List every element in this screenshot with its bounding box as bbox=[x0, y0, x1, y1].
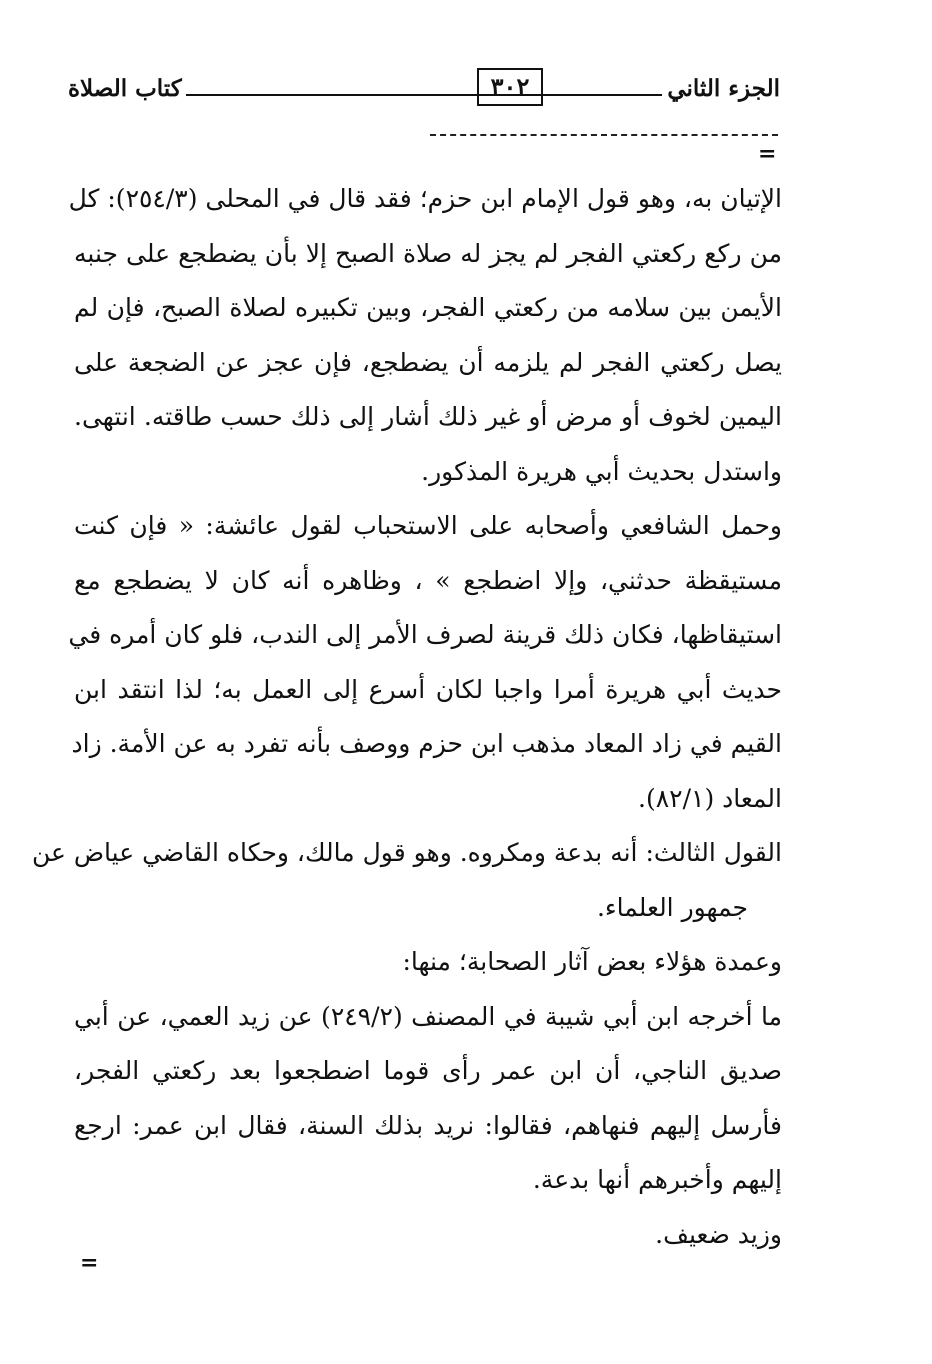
text-line: واستدل بحديث أبي هريرة المذكور. bbox=[421, 456, 782, 486]
page-number: ٣٠٢ bbox=[477, 68, 543, 106]
text-line: اليمين لخوف أو مرض أو غير ذلك أشار إلى ذلك حسب طاقته. انتهى. bbox=[74, 402, 782, 431]
text-line: استيقاظها، فكان ذلك قرينة لصرف الأمر إلى الندب، فلو كان أمره في bbox=[68, 620, 782, 649]
text-line: القول الثالث: أنه بدعة ومكروه. وهو قول مالك، وحكاه القاضي عياض عن bbox=[31, 838, 782, 867]
page-header bbox=[68, 66, 780, 126]
text-line: المعاد (٨٢/١). bbox=[638, 783, 782, 813]
text-line: وحمل الشافعي وأصحابه على الاستحباب لقول عائشة: « فإن كنت bbox=[74, 511, 782, 540]
page-body bbox=[31, 172, 782, 1262]
text-line: وزيد ضعيف. bbox=[655, 1219, 782, 1249]
text-line: حديث أبي هريرة أمرا واجبا لكان أسرع إلى العمل به؛ لذا انتقد ابن bbox=[74, 674, 782, 704]
text-line: ما أخرجه ابن أبي شيبة في المصنف (٢٤٩/٢) عن زيد العمي، عن أبي bbox=[74, 1001, 782, 1031]
volume-label: الجزء الثاني bbox=[667, 75, 780, 102]
text-line: جمهور العلماء. bbox=[596, 892, 748, 922]
dashed-divider bbox=[430, 134, 778, 136]
text-line: إليهم وأخبرهم أنها بدعة. bbox=[532, 1165, 782, 1194]
text-line: صديق الناجي، أن ابن عمر رأى قوما اضطجعوا بعد ركعتي الفجر، bbox=[74, 1056, 782, 1085]
text-line: الإتيان به، وهو قول الإمام ابن حزم؛ فقد قال في المحلى (٢٥٤/٣): كل bbox=[68, 184, 782, 213]
text-line: الأيمن بين سلامه من ركعتي الفجر، وبين تكبيره لصلاة الصبح، فإن لم bbox=[74, 293, 782, 322]
text-line: يصل ركعتي الفجر لم يلزمه أن يضطجع، فإن عجز عن الضجعة على bbox=[74, 347, 782, 377]
top-equals-mark: = bbox=[758, 141, 777, 167]
text-line: فأرسل إليهم فنهاهم، فقالوا: نريد بذلك السنة، فقال ابن عمر: ارجع bbox=[74, 1110, 782, 1140]
text-line: وعمدة هؤلاء بعض آثار الصحابة؛ منها: bbox=[402, 947, 782, 976]
text-line: من ركع ركعتي الفجر لم يجز له صلاة الصبح إلا بأن يضطجع على جنبه bbox=[74, 238, 782, 268]
header-rule-left bbox=[186, 94, 474, 96]
bottom-equals-mark: = bbox=[80, 1250, 99, 1276]
text-line: القيم في زاد المعاد مذهب ابن حزم ووصف بأنه تفرد به عن الأمة. زاد bbox=[71, 729, 782, 758]
text-line: مستيقظة حدثني، وإلا اضطجع » ، وظاهره أنه كان لا يضطجع مع bbox=[74, 565, 782, 595]
book-title: كتاب الصلاة bbox=[68, 75, 182, 102]
